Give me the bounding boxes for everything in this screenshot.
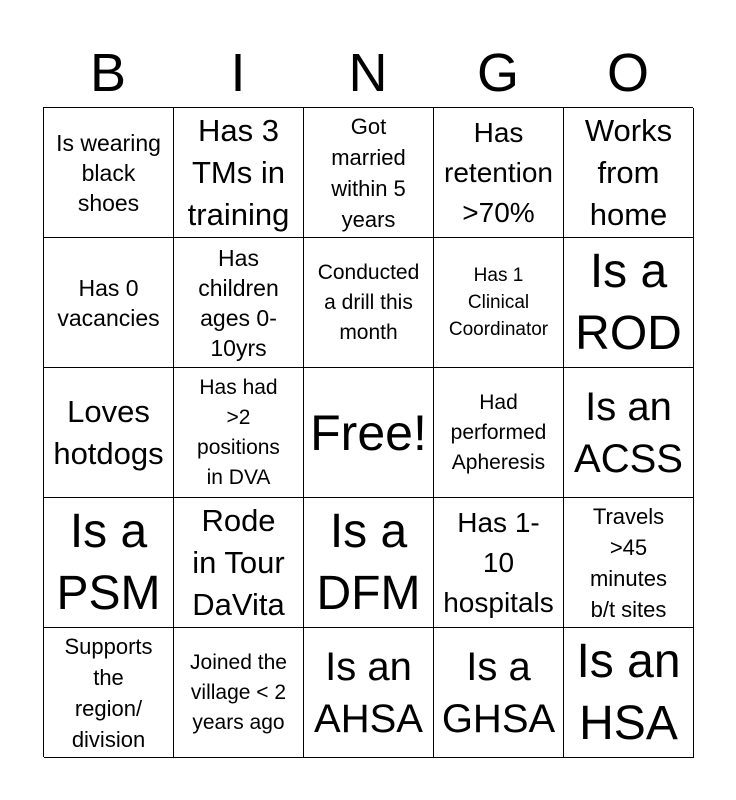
bingo-cell-r1c4[interactable] [434, 108, 564, 238]
bingo-cell-r5c1[interactable] [44, 628, 174, 758]
cell-text: Rode in Tour DaVita [192, 502, 285, 622]
cell-text: Has retention >70% [444, 116, 553, 228]
header-letter-o: O [606, 43, 649, 103]
cell-text: Is a GHSA [441, 644, 556, 741]
cell-text: Loves hotdogs [53, 393, 164, 471]
bingo-cell-r4c1[interactable] [44, 498, 174, 628]
cell-text: Has 3 TMs in training [187, 112, 290, 232]
bingo-cell-r3c1[interactable] [44, 368, 174, 498]
header-letter-g: G [476, 43, 519, 103]
cell-text: Is wearing black shoes [56, 129, 161, 216]
bingo-cell-r2c5[interactable] [564, 238, 694, 368]
cell-text: Has had >2 positions in DVA [197, 375, 280, 489]
cell-text: Works from home [584, 112, 673, 232]
bingo-cell-r1c1[interactable] [44, 108, 174, 238]
bingo-cell-r5c3[interactable] [304, 628, 434, 758]
header-letter-b: B [89, 43, 127, 103]
cell-text: Supports the region/ division [64, 633, 153, 752]
bingo-cell-r1c3[interactable] [304, 108, 434, 238]
bingo-cell-r4c3[interactable] [304, 498, 434, 628]
cell-text: Got married within 5 years [331, 113, 406, 232]
bingo-cell-r3c2[interactable] [174, 368, 304, 498]
cell-text: Conducted a drill this month [317, 260, 420, 344]
cell-text: Is an AHSA [314, 644, 423, 741]
bingo-cell-r4c2[interactable] [174, 498, 304, 628]
bingo-cell-r2c2[interactable] [174, 238, 304, 368]
bingo-cell-r3c5[interactable] [564, 368, 694, 498]
bingo-cell-r4c4[interactable] [434, 498, 564, 628]
cell-text: Is an HSA [576, 634, 681, 750]
cell-text: Has 1 Clinical Coordinator [448, 265, 549, 340]
bingo-cell-r5c2[interactable] [174, 628, 304, 758]
cell-text: Has 0 vacancies [57, 274, 160, 331]
cell-text: Has 1- 10 hospitals [443, 506, 554, 618]
cell-text: Travels >45 minutes b/t sites [589, 503, 668, 622]
bingo-cell-r2c1[interactable] [44, 238, 174, 368]
cell-text: Is an ACSS [574, 384, 683, 481]
cell-text: Had performed Apheresis [450, 390, 547, 474]
cell-text: Free! [310, 404, 427, 461]
bingo-cell-r5c5[interactable] [564, 628, 694, 758]
bingo-cell-r2c3[interactable] [304, 238, 434, 368]
bingo-cell-r2c4[interactable] [434, 238, 564, 368]
cell-text: Has children ages 0- 10yrs [198, 244, 279, 361]
cell-text: Is a PSM [56, 504, 161, 620]
bingo-cell-r5c4[interactable] [434, 628, 564, 758]
cell-text: Is a DFM [316, 504, 421, 620]
cell-text: Joined the village < 2 years ago [190, 650, 287, 734]
header-letter-n: N [348, 43, 388, 103]
bingo-header [43, 40, 693, 106]
bingo-cell-r1c2[interactable] [174, 108, 304, 238]
cell-text: Is a ROD [575, 244, 682, 360]
header-letter-i: I [230, 43, 246, 103]
bingo-cell-r3c4[interactable] [434, 368, 564, 498]
bingo-cell-r3c3[interactable] [304, 368, 434, 498]
bingo-grid [43, 107, 693, 757]
bingo-cell-r1c5[interactable] [564, 108, 694, 238]
bingo-cell-r4c5[interactable] [564, 498, 694, 628]
